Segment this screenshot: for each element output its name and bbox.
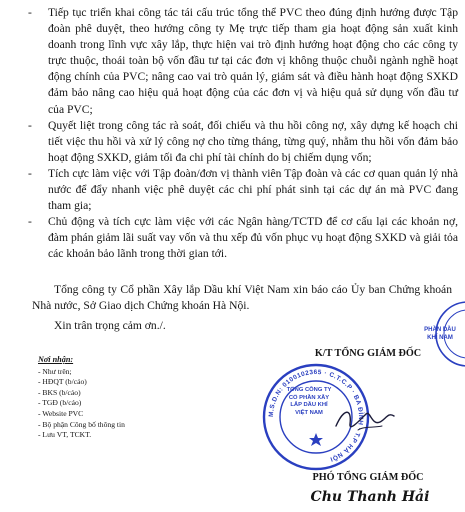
recipients-block bbox=[38, 355, 238, 441]
signature-block bbox=[250, 348, 460, 508]
bullet-item bbox=[28, 118, 458, 166]
signer-name: Chu Thanh Hải bbox=[310, 489, 430, 505]
recipient-item: - TGĐ (b/cáo) bbox=[38, 398, 82, 408]
closing-paragraph: Tổng công ty Cổ phần Xây lắp Dầu khí Việt Nam xin báo cáo Ủy ban Chứng khoán Nhà nước, Sở Giao dịch Chứng khoán Hà Nội. bbox=[32, 283, 452, 313]
recipient-item: - BKS (b/cáo) bbox=[38, 387, 81, 397]
recipient-item: - HĐQT (b/cáo) bbox=[38, 377, 87, 387]
recipient-item: - Như trên; bbox=[38, 366, 72, 376]
signature-subtitle: PHÓ TỔNG GIÁM ĐỐC bbox=[312, 472, 424, 483]
handwritten-signature bbox=[330, 400, 400, 440]
bullet-item bbox=[28, 5, 458, 118]
recipient-item: - Website PVC bbox=[38, 408, 84, 418]
bullet-text: Tiếp tục triển khai công tác tái cấu trúc tổng thể PVC theo đúng định hướng được Tập đoàn phê duyệt, theo hướng công ty Mẹ trực tiếp tham gia hoạt động sản xuất kinh doanh trong lĩnh vực xây lắp, thực hiện vai trò định hướng hoạt động cho các công ty trực thuộc, thoái toàn bộ vốn đầu tư tại các đơn vị không thuộc chuỗi ngành nghề hoạt động chính của PVC; nâng cao vai trò quản lý, giám sát và điều hành hoạt động SXKD đảm bảo nâng cao hiệu quả hoạt động của các đơn vị và hiệu quả sử dụng vốn đầu tư của PVC; bbox=[48, 6, 458, 116]
stamp-inner-text: TỔNG CÔNG TY CỔ PHẦN XÂY LẮP DẦU KHÍ VIỆT NAM bbox=[286, 387, 332, 416]
recipient-item: - Bộ phận Công bố thông tin bbox=[38, 419, 125, 429]
bullet-marker: - bbox=[28, 215, 32, 229]
action-bullet-list bbox=[28, 5, 458, 263]
bullet-marker: - bbox=[28, 118, 32, 132]
bullet-text: Chủ động và tích cực làm việc với các Ngân hàng/TCTD để cơ cấu lại các khoản nợ, đàm phán giảm lãi suất vay vốn và thu xếp đủ vốn phục vụ hoạt động SXKD và giải tỏa các khoản bảo lãnh trong thời gian tới. bbox=[48, 215, 458, 261]
stamp-ring-text: M.S.D.N: 0100102365 · C.T.C.P · BA ĐÌNH · T.P HÀ NỘI bbox=[267, 368, 365, 463]
bullet-marker: - bbox=[28, 6, 32, 19]
bullet-item bbox=[28, 166, 458, 214]
bullet-item bbox=[28, 214, 458, 262]
thanks-line: Xin trân trọng cảm ơn./. bbox=[54, 319, 166, 332]
recipients-title: Nơi nhận: bbox=[38, 355, 74, 364]
partial-seal-text: PHẦN DẦU KHÍ NAM bbox=[424, 327, 456, 341]
recipient-item: - Lưu VT, TCKT. bbox=[38, 430, 92, 440]
bullet-text: Tích cực làm việc với Tập đoàn/đơn vị thành viên Tập đoàn và các cơ quan quản lý nhà nước để đẩy nhanh việc phê duyệt các chi phí phát sinh tại các dự án mà PVC đang tham gia; bbox=[48, 166, 458, 213]
signature-title: K/T TỔNG GIÁM ĐỐC bbox=[314, 348, 422, 359]
bullet-text: Quyết liệt trong công tác rà soát, đối chiếu và thu hồi công nợ, xây dựng kế hoạch chi tiết việc thu hồi và xử lý công nợ cho từng tháng, từng quý, nhằm thu hồi vốn đảm bảo hoạt động SXKD, giảm tối đa chi phí tài chính do bị chiếm dụng vốn; bbox=[48, 118, 458, 164]
bullet-marker: - bbox=[28, 166, 32, 180]
